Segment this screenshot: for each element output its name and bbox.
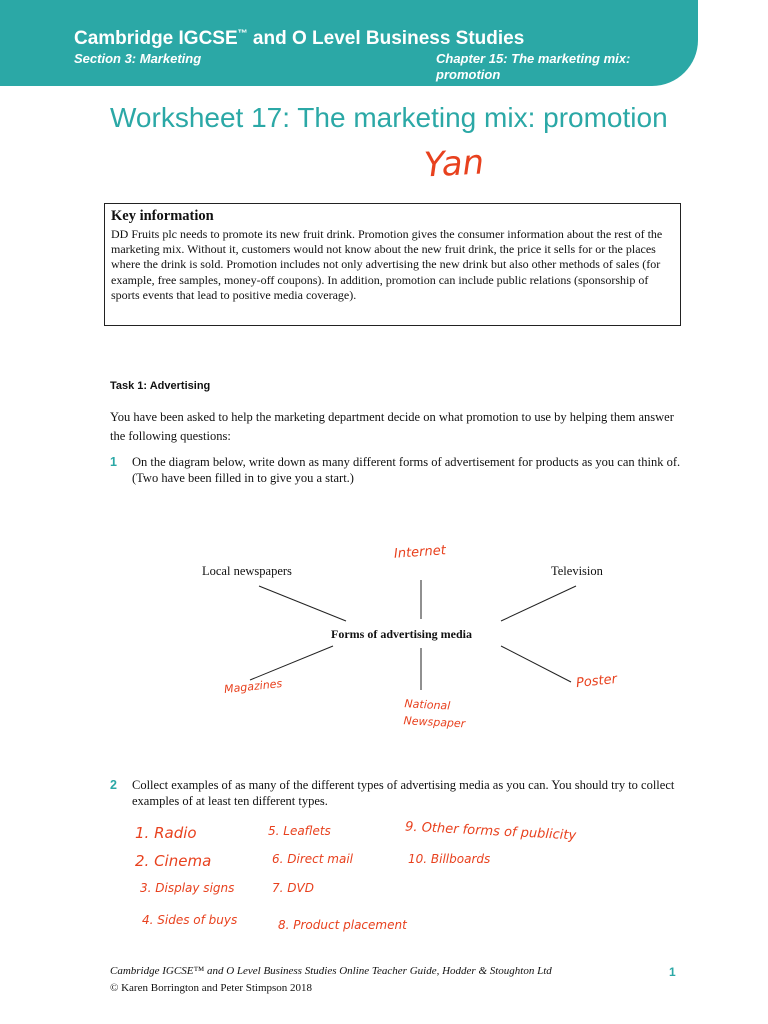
spoke-line: [259, 586, 346, 621]
question-text: On the diagram below, write down as many different forms of advertisement for products as you can think of. (Two have been filled in to give you a start.): [132, 455, 681, 485]
answer-item: 6. Direct mail: [272, 852, 353, 866]
diagram-label-local-newspapers: Local newspapers: [202, 564, 292, 578]
handwritten-internet: Internet: [393, 543, 447, 562]
footer-credit: [110, 963, 552, 997]
answer-item: 2. Cinema: [135, 852, 212, 870]
diagram-label-television: Television: [551, 564, 603, 578]
answer-item: 3. Display signs: [140, 881, 235, 895]
key-information-text: DD Fruits plc needs to promote its new fruit drink. Promotion gives the consumer information about the rest of the marketing mix. Without it, customers would not know about the new fruit drink, the price it sells for or the places where the drink is sold. Promotion includes not only advertising the new drink but also other methods of sales (for example, free samples, money-off coupons). In addition, promotion can include public relations (sponsorship of sports events that lead to positive media coverage).: [111, 227, 663, 302]
spoke-line: [501, 586, 576, 621]
worksheet-title: Worksheet 17: The marketing mix: promotion: [110, 102, 668, 133]
answer-item: 10. Billboards: [408, 852, 491, 866]
key-information-heading: Key information: [111, 208, 214, 224]
handwritten-national-newspaper: National Newspaper: [403, 697, 466, 731]
page-number: 1: [669, 965, 676, 979]
question-2: [110, 777, 690, 809]
question-number: 1: [110, 455, 117, 469]
diagram-center-label: Forms of advertising media: [331, 627, 472, 641]
task-intro: You have been asked to help the marketing department decide on what promotion to use by helping them answer the following questions:: [110, 410, 674, 443]
spoke-line: [250, 646, 333, 680]
section-label: Section 3: Marketing: [74, 51, 202, 66]
question-number: 2: [110, 778, 117, 792]
question-text: Collect examples of as many of the different types of advertising media as you can. You should try to collect examples of at least ten different types.: [132, 778, 675, 808]
answer-item: 7. DVD: [272, 881, 314, 895]
chapter-label: Chapter 15: The marketing mix: promotion: [436, 51, 631, 82]
spoke-line: [501, 646, 571, 682]
student-name-handwritten: Yan: [422, 142, 486, 186]
answer-item: 8. Product placement: [278, 918, 407, 932]
answer-item: 1. Radio: [135, 824, 197, 842]
answer-item: 9. Other forms of publicity: [404, 819, 577, 844]
footer-copyright: © Karen Borrington and Peter Stimpson 2018: [110, 982, 313, 994]
handwritten-poster: Poster: [575, 671, 618, 692]
footer-publication: Cambridge IGCSE™ and O Level Business Studies Online Teacher Guide, Hodder & Stoughton Ltd: [110, 965, 552, 977]
handwritten-magazines: Magazines: [223, 676, 283, 697]
answer-item: 5. Leaflets: [268, 824, 331, 838]
task-title: Task 1: Advertising: [110, 380, 211, 392]
answer-item: 4. Sides of buys: [142, 913, 238, 927]
book-title: Cambridge IGCSE™ and O Level Business Studies: [74, 28, 525, 49]
